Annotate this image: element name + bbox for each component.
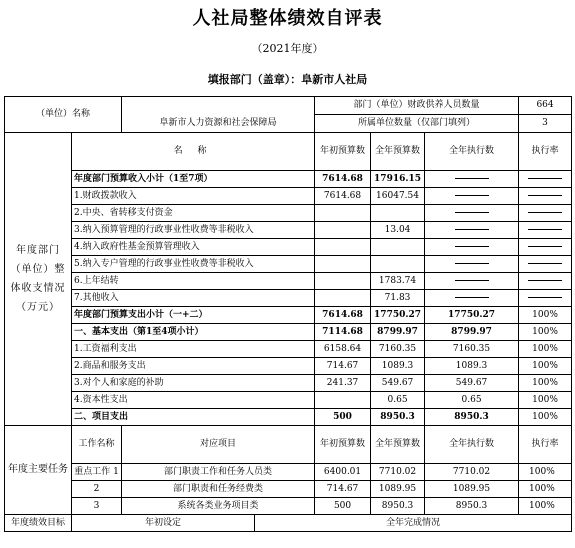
col-full-header: 全年预算数 [371, 426, 425, 464]
execution-rate [519, 256, 572, 273]
empty-dash [455, 195, 489, 196]
empty-dash [528, 178, 562, 179]
budget-row [5, 171, 572, 188]
col-exec-header: 全年执行数 [425, 133, 519, 171]
execution-value: 0.65 [425, 392, 519, 409]
filing-value: 阜新市人社局 [301, 73, 368, 86]
task-item: 部门职责工作和任务人员类 [122, 464, 315, 481]
goals-row [5, 515, 572, 532]
task-exec-rate: 100% [519, 481, 572, 498]
execution-rate: 100% [519, 341, 572, 358]
empty-dash [528, 212, 562, 213]
execution-value [425, 290, 519, 307]
col-item-header: 对应项目 [122, 426, 315, 464]
initial-budget-value [315, 239, 371, 256]
full-budget-value: 17750.27 [371, 307, 425, 324]
col-initial-header: 年初预算数 [315, 133, 371, 171]
task-full-value: 1089.95 [371, 481, 425, 498]
execution-value [425, 222, 519, 239]
task-name: 重点工作 1 [72, 464, 122, 481]
budget-item-name: 4.纳入政府性基金预算管理收入 [72, 239, 315, 256]
full-budget-value: 7160.35 [371, 341, 425, 358]
task-section-label: 年度主要任务 [5, 426, 72, 515]
staff-count-value: 664 [519, 97, 572, 115]
initial-budget-value: 7114.68 [315, 324, 371, 341]
execution-rate [519, 171, 572, 188]
goals-initial-label: 年初设定 [72, 515, 255, 532]
initial-budget-value: 500 [315, 409, 371, 426]
col-rate-header: 执行率 [519, 426, 572, 464]
execution-rate: 100% [519, 307, 572, 324]
budget-item-name: 一、基本支出（第1至4项小计） [72, 324, 315, 341]
execution-value: 7160.35 [425, 341, 519, 358]
task-full-value: 8950.3 [371, 498, 425, 515]
empty-dash [455, 263, 489, 264]
execution-value [425, 256, 519, 273]
report-year: （2021年度） [251, 42, 324, 55]
full-budget-value: 1089.3 [371, 358, 425, 375]
unit-name-value: 阜新市人力资源和社会保障局 [122, 97, 315, 133]
budget-row [5, 273, 572, 290]
empty-dash [455, 280, 489, 281]
task-exec-value: 7710.02 [425, 464, 519, 481]
full-budget-value: 16047.54 [371, 188, 425, 205]
budget-row [5, 222, 572, 239]
initial-budget-value: 241.37 [315, 375, 371, 392]
task-row [5, 464, 572, 481]
budget-row [5, 358, 572, 375]
empty-dash [528, 280, 562, 281]
empty-dash [455, 178, 489, 179]
task-item: 系统各类业务项目类 [122, 498, 315, 515]
subunit-count-label: 所属单位数量（仅部门填列） [315, 115, 519, 133]
execution-rate [519, 222, 572, 239]
execution-rate: 100% [519, 375, 572, 392]
full-budget-value [371, 256, 425, 273]
empty-dash [455, 212, 489, 213]
initial-budget-value: 7614.68 [315, 188, 371, 205]
budget-row [5, 290, 572, 307]
budget-item-name: 1.财政拨款收入 [72, 188, 315, 205]
execution-rate [519, 239, 572, 256]
task-exec-rate: 100% [519, 498, 572, 515]
execution-value [425, 188, 519, 205]
execution-value [425, 273, 519, 290]
budget-row [5, 409, 572, 426]
evaluation-table [4, 96, 572, 532]
budget-item-name: 4.资本性支出 [72, 392, 315, 409]
task-name: 2 [72, 481, 122, 498]
budget-row [5, 239, 572, 256]
budget-row [5, 392, 572, 409]
execution-value: 549.67 [425, 375, 519, 392]
budget-row [5, 256, 572, 273]
full-budget-value: 13.04 [371, 222, 425, 239]
task-row [5, 498, 572, 515]
empty-dash [528, 195, 562, 196]
full-budget-value: 71.83 [371, 290, 425, 307]
initial-budget-value: 714.67 [315, 358, 371, 375]
execution-value: 8950.3 [425, 409, 519, 426]
task-initial-value: 500 [315, 498, 371, 515]
full-budget-value: 1783.74 [371, 273, 425, 290]
empty-dash [528, 229, 562, 230]
staff-count-label: 部门（单位）财政供养人员数量 [315, 97, 519, 115]
budget-item-name: 7.其他收入 [72, 290, 315, 307]
budget-item-name: 5.纳入专户管理的行政事业性收费等非税收入 [72, 256, 315, 273]
empty-dash [455, 246, 489, 247]
execution-value: 17750.27 [425, 307, 519, 324]
execution-rate: 100% [519, 324, 572, 341]
task-full-value: 7710.02 [371, 464, 425, 481]
execution-rate: 100% [519, 358, 572, 375]
task-item: 部门职责和任务经费类 [122, 481, 315, 498]
full-budget-value: 8950.3 [371, 409, 425, 426]
budget-row [5, 375, 572, 392]
col-task-header: 工作名称 [72, 426, 122, 464]
full-budget-value: 549.67 [371, 375, 425, 392]
task-initial-value: 6400.01 [315, 464, 371, 481]
full-budget-value: 17916.15 [371, 171, 425, 188]
empty-dash [528, 246, 562, 247]
budget-item-name: 年度部门预算收入小计（1至7项） [72, 171, 315, 188]
budget-row [5, 324, 572, 341]
execution-value [425, 205, 519, 222]
initial-budget-value [315, 290, 371, 307]
task-exec-rate: 100% [519, 464, 572, 481]
goals-done-label: 全年完成情况 [255, 515, 572, 532]
goals-label: 年度绩效目标 [5, 515, 72, 532]
initial-budget-value: 7614.68 [315, 307, 371, 324]
budget-item-name: 年度部门预算支出小计（一+二） [72, 307, 315, 324]
task-name: 3 [72, 498, 122, 515]
empty-dash [455, 229, 489, 230]
execution-rate [519, 205, 572, 222]
unit-name-label: （单位）名称 [5, 97, 122, 133]
page-title: 人社局整体绩效自评表 [192, 8, 383, 29]
execution-value [425, 239, 519, 256]
col-exec-header: 全年执行数 [425, 426, 519, 464]
initial-budget-value [315, 392, 371, 409]
execution-rate: 100% [519, 409, 572, 426]
initial-budget-value: 6158.64 [315, 341, 371, 358]
task-initial-value: 714.67 [315, 481, 371, 498]
budget-row [5, 205, 572, 222]
initial-budget-value [315, 205, 371, 222]
col-full-header: 全年预算数 [371, 133, 425, 171]
subunit-count-value: 3 [519, 115, 572, 133]
initial-budget-value: 7614.68 [315, 171, 371, 188]
budget-row [5, 341, 572, 358]
task-exec-value: 1089.95 [425, 481, 519, 498]
budget-item-name: 3.纳入预算管理的行政事业性收费等非税收入 [72, 222, 315, 239]
budget-item-name: 2.中央、省转移支付资金 [72, 205, 315, 222]
execution-rate [519, 273, 572, 290]
budget-item-name: 3.对个人和家庭的补助 [72, 375, 315, 392]
execution-value: 1089.3 [425, 358, 519, 375]
col-name-header: 名 称 [72, 133, 315, 171]
filing-label: 填报部门（盖章）： [207, 73, 302, 86]
execution-rate: 100% [519, 392, 572, 409]
col-initial-header: 年初预算数 [315, 426, 371, 464]
execution-rate [519, 290, 572, 307]
full-budget-value: 8799.97 [371, 324, 425, 341]
empty-dash [528, 263, 562, 264]
budget-row [5, 307, 572, 324]
task-exec-value: 8950.3 [425, 498, 519, 515]
initial-budget-value [315, 256, 371, 273]
full-budget-value [371, 239, 425, 256]
budget-item-name: 2.商品和服务支出 [72, 358, 315, 375]
budget-item-name: 1.工资福利支出 [72, 341, 315, 358]
empty-dash [528, 297, 562, 298]
execution-rate [519, 188, 572, 205]
budget-row [5, 188, 572, 205]
empty-dash [455, 297, 489, 298]
budget-item-name: 二、项目支出 [72, 409, 315, 426]
initial-budget-value [315, 273, 371, 290]
budget-section-label: 年度部门（单位）整体收支情况（万元） [5, 133, 72, 426]
filing-department [0, 71, 575, 87]
full-budget-value [371, 205, 425, 222]
col-rate-header: 执行率 [519, 133, 572, 171]
task-header-row [5, 426, 572, 464]
budget-item-name: 6.上年结转 [72, 273, 315, 290]
execution-value [425, 171, 519, 188]
execution-value: 8799.97 [425, 324, 519, 341]
full-budget-value: 0.65 [371, 392, 425, 409]
initial-budget-value [315, 222, 371, 239]
task-row [5, 481, 572, 498]
